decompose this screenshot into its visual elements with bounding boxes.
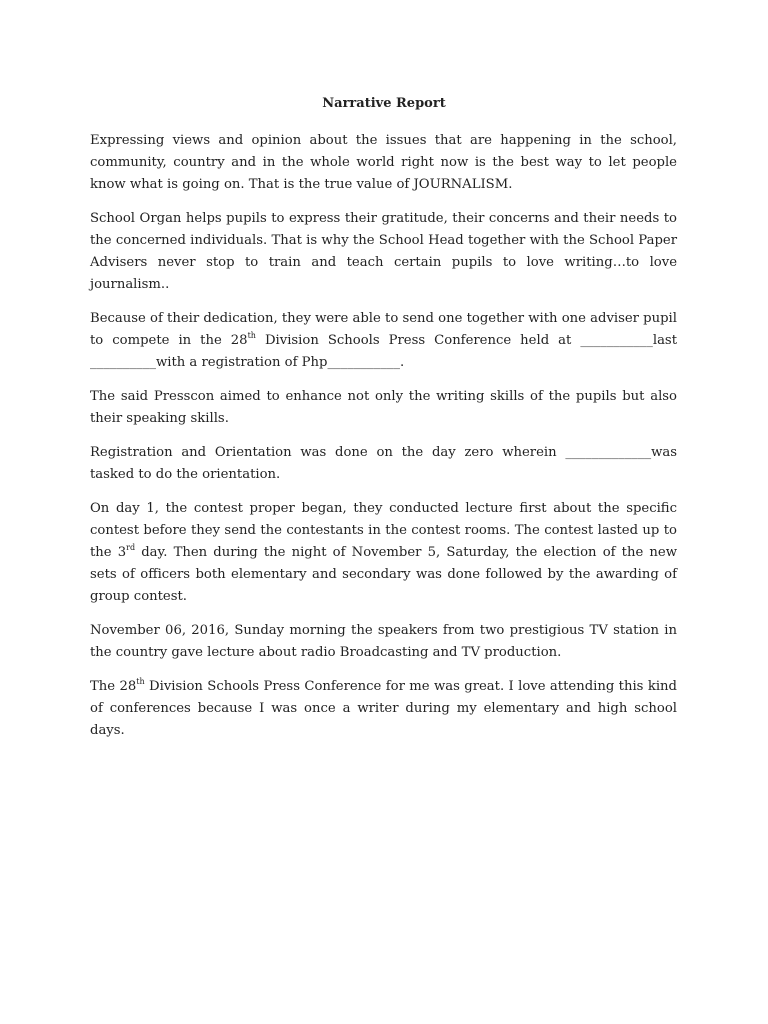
ordinal-suffix: th <box>136 677 145 686</box>
paragraph-conclusion <box>90 676 677 742</box>
paragraph-school-organ: School Organ helps pupils to express their gratitude, their concerns and their needs to the concerned individuals. That is why the School Head together with the School Paper Advisers never stop to train and teach certain pupils to love writing…to love journalism.. <box>90 211 677 292</box>
ordinal-suffix: rd <box>126 543 136 552</box>
document-body <box>90 130 677 754</box>
paragraph-day-one-part-1: On day 1, the contest proper began, they conducted lecture first about the specific contest before they send the contestants in the contest rooms. The contest lasted up to the 3 <box>90 501 677 560</box>
paragraph-conclusion-part-1: The 28 <box>90 679 137 694</box>
paragraph-day-one <box>90 498 677 608</box>
paragraph-registration: Registration and Orientation was done on the day zero wherein _____________was tasked to do the orientation. <box>90 445 677 482</box>
ordinal-suffix: th <box>247 331 256 340</box>
paragraph-journalism-value: Expressing views and opinion about the issues that are happening in the school, community, country and in the whole world right now is the best way to let people know what is going on. That is the true value of JOURNALISM. <box>90 133 677 192</box>
paragraph-dedication <box>90 308 677 374</box>
paragraph-dedication-part-2: Division Schools Press Conference held at ___________last __________with a registration of Php___________. <box>90 333 677 370</box>
paragraph-dedication-part-1: Because of their dedication, they were able to send one together with one adviser pupil to compete in the 28 <box>90 311 677 348</box>
paragraph-presscon-aim: The said Presscon aimed to enhance not only the writing skills of the pupils but also their speaking skills. <box>90 389 677 426</box>
document-title: Narrative Report <box>322 96 446 111</box>
paragraph-conclusion-part-2: Division Schools Press Conference for me was great. I love attending this kind of conferences because I was once a writer during my elementary and high school days. <box>90 679 677 738</box>
paragraph-november-06: November 06, 2016, Sunday morning the speakers from two prestigious TV station in the country gave lecture about radio Broadcasting and TV production. <box>90 623 677 660</box>
paragraph-day-one-part-2: day. Then during the night of November 5, Saturday, the election of the new sets of officers both elementary and secondary was done followed by the awarding of group contest. <box>90 545 677 604</box>
